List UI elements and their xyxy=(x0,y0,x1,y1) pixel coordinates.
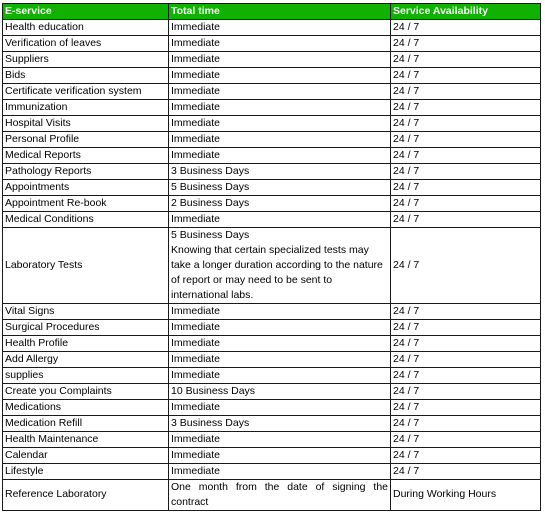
total-time-cell: One month from the date of signing the contract xyxy=(169,479,391,510)
availability-cell: 24 / 7 xyxy=(391,415,541,431)
table-row xyxy=(3,303,541,319)
total-time-note: Knowing that certain specialized tests may take a longer duration according to the nature of report or may need to be sent to international labs. xyxy=(171,243,383,301)
table-row xyxy=(3,164,541,180)
availability-cell: 24 / 7 xyxy=(391,68,541,84)
total-time-cell: Immediate xyxy=(169,399,391,415)
eservice-cell: Vital Signs xyxy=(3,303,169,319)
availability-cell: 24 / 7 xyxy=(391,132,541,148)
total-time-cell: 10 Business Days xyxy=(169,383,391,399)
total-time-cell: Immediate xyxy=(169,367,391,383)
total-time-cell: Immediate xyxy=(169,52,391,68)
total-time-cell: Immediate xyxy=(169,84,391,100)
table-row xyxy=(3,180,541,196)
total-time-cell: Immediate xyxy=(169,447,391,463)
eservice-cell: Bids xyxy=(3,68,169,84)
table-row xyxy=(3,148,541,164)
header-row xyxy=(3,4,541,20)
total-time-cell: Immediate xyxy=(169,20,391,36)
availability-cell: 24 / 7 xyxy=(391,164,541,180)
eservice-cell: Immunization xyxy=(3,100,169,116)
eservice-cell: Medical Conditions xyxy=(3,212,169,228)
table-row xyxy=(3,479,541,510)
table-row xyxy=(3,399,541,415)
total-time-cell: Immediate xyxy=(169,431,391,447)
eservice-cell: Verification of leaves xyxy=(3,36,169,52)
availability-cell: 24 / 7 xyxy=(391,399,541,415)
total-time-value: 5 Business Days xyxy=(171,229,250,241)
table-row xyxy=(3,20,541,36)
eservice-cell: Laboratory Tests xyxy=(3,228,169,304)
total-time-cell: Immediate xyxy=(169,303,391,319)
availability-cell: 24 / 7 xyxy=(391,196,541,212)
total-time-cell: Immediate xyxy=(169,116,391,132)
eservice-cell: Reference Laboratory xyxy=(3,479,169,510)
availability-cell: 24 / 7 xyxy=(391,383,541,399)
table-row xyxy=(3,351,541,367)
total-time-cell xyxy=(169,228,391,304)
table-row xyxy=(3,463,541,479)
eservice-cell: Pathology Reports xyxy=(3,164,169,180)
eservice-cell: Health Profile xyxy=(3,335,169,351)
eservice-cell: Medication Refill xyxy=(3,415,169,431)
total-time-cell: Immediate xyxy=(169,463,391,479)
table-row xyxy=(3,383,541,399)
total-time-cell: Immediate xyxy=(169,351,391,367)
availability-cell: 24 / 7 xyxy=(391,228,541,304)
table-row xyxy=(3,132,541,148)
availability-cell: 24 / 7 xyxy=(391,303,541,319)
availability-cell: 24 / 7 xyxy=(391,180,541,196)
total-time-cell: Immediate xyxy=(169,68,391,84)
table-row xyxy=(3,52,541,68)
table-row xyxy=(3,319,541,335)
total-time-cell: Immediate xyxy=(169,36,391,52)
availability-cell: 24 / 7 xyxy=(391,351,541,367)
eservice-cell: Health Maintenance xyxy=(3,431,169,447)
table-row xyxy=(3,367,541,383)
eservice-cell: Create you Complaints xyxy=(3,383,169,399)
availability-cell: 24 / 7 xyxy=(391,335,541,351)
total-time-cell: Immediate xyxy=(169,132,391,148)
eservice-cell: Personal Profile xyxy=(3,132,169,148)
availability-cell: During Working Hours xyxy=(391,479,541,510)
table-row xyxy=(3,68,541,84)
header-eservice: E-service xyxy=(3,4,169,20)
table-row xyxy=(3,100,541,116)
availability-cell: 24 / 7 xyxy=(391,212,541,228)
availability-cell: 24 / 7 xyxy=(391,319,541,335)
total-time-cell: Immediate xyxy=(169,212,391,228)
table-row xyxy=(3,116,541,132)
eservice-cell: Medications xyxy=(3,399,169,415)
eservice-cell: Lifestyle xyxy=(3,463,169,479)
table-row xyxy=(3,228,541,304)
availability-cell: 24 / 7 xyxy=(391,36,541,52)
header-total-time: Total time xyxy=(169,4,391,20)
total-time-cell: 2 Business Days xyxy=(169,196,391,212)
eservice-cell: Certificate verification system xyxy=(3,84,169,100)
header-service-availability: Service Availability xyxy=(391,4,541,20)
total-time-cell: Immediate xyxy=(169,148,391,164)
total-time-cell: Immediate xyxy=(169,100,391,116)
eservices-table xyxy=(2,3,541,511)
availability-cell: 24 / 7 xyxy=(391,148,541,164)
total-time-cell: 5 Business Days xyxy=(169,180,391,196)
eservice-cell: Surgical Procedures xyxy=(3,319,169,335)
table-row xyxy=(3,447,541,463)
total-time-cell: Immediate xyxy=(169,319,391,335)
eservice-cell: supplies xyxy=(3,367,169,383)
availability-cell: 24 / 7 xyxy=(391,20,541,36)
availability-cell: 24 / 7 xyxy=(391,367,541,383)
total-time-cell: 3 Business Days xyxy=(169,164,391,180)
table-row xyxy=(3,84,541,100)
table-row xyxy=(3,196,541,212)
eservice-cell: Calendar xyxy=(3,447,169,463)
availability-cell: 24 / 7 xyxy=(391,431,541,447)
eservice-cell: Appointments xyxy=(3,180,169,196)
total-time-cell: Immediate xyxy=(169,335,391,351)
availability-cell: 24 / 7 xyxy=(391,116,541,132)
eservice-cell: Hospital Visits xyxy=(3,116,169,132)
eservice-cell: Add Allergy xyxy=(3,351,169,367)
availability-cell: 24 / 7 xyxy=(391,447,541,463)
availability-cell: 24 / 7 xyxy=(391,463,541,479)
total-time-cell: 3 Business Days xyxy=(169,415,391,431)
availability-cell: 24 / 7 xyxy=(391,52,541,68)
availability-cell: 24 / 7 xyxy=(391,100,541,116)
table-row xyxy=(3,415,541,431)
table-row xyxy=(3,431,541,447)
table-row xyxy=(3,335,541,351)
eservice-cell: Appointment Re-book xyxy=(3,196,169,212)
eservice-cell: Health education xyxy=(3,20,169,36)
table-row xyxy=(3,36,541,52)
eservice-cell: Medical Reports xyxy=(3,148,169,164)
eservice-cell: Suppliers xyxy=(3,52,169,68)
availability-cell: 24 / 7 xyxy=(391,84,541,100)
table-row xyxy=(3,212,541,228)
